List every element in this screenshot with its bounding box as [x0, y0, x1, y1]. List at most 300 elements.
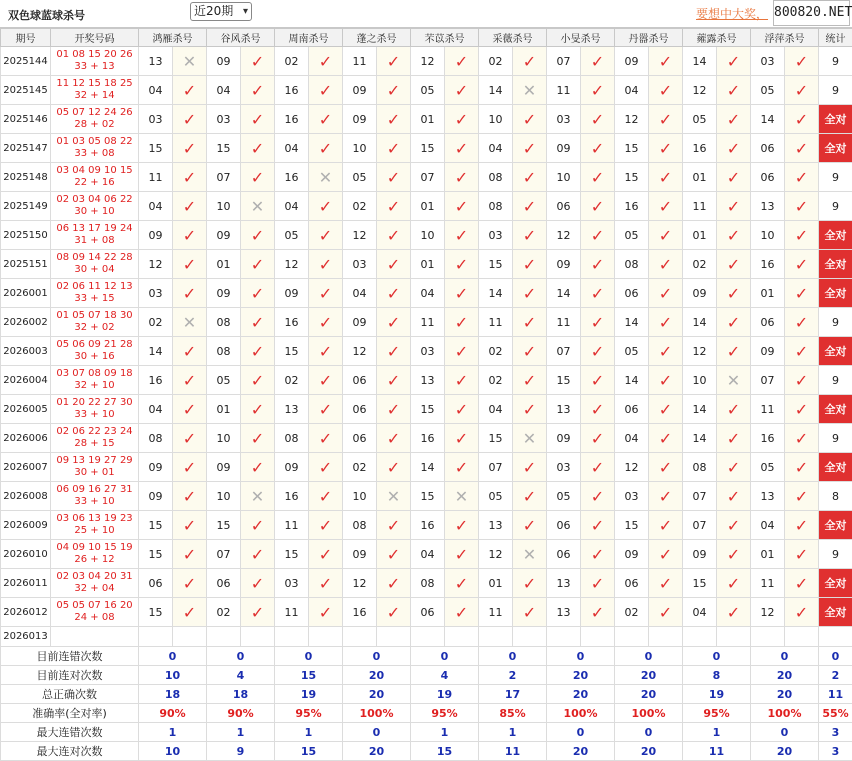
- period-cell: 2026012: [1, 598, 51, 627]
- kill-number-cell: 15: [479, 250, 513, 279]
- kill-number-cell: 01: [411, 250, 445, 279]
- kill-number-cell: 01: [683, 221, 717, 250]
- kill-number-cell: 15: [411, 134, 445, 163]
- draw-numbers-cell: 02 03 04 06 22 30 + 10: [51, 192, 139, 221]
- site-logo[interactable]: 800820.NET: [773, 0, 850, 26]
- check-icon: ✓: [309, 482, 343, 511]
- kill-number-cell: 01: [751, 279, 785, 308]
- summary-value: 95%: [411, 704, 479, 723]
- current-kill-number: 13: [139, 627, 173, 647]
- draw-numbers-cell: 01 08 15 20 26 33 + 13: [51, 47, 139, 76]
- summary-value: 15: [275, 742, 343, 761]
- check-icon: ✓: [513, 279, 547, 308]
- kill-number-cell: 11: [479, 308, 513, 337]
- check-icon: ✓: [377, 453, 411, 482]
- kill-number-cell: 06: [411, 598, 445, 627]
- check-icon: ✓: [309, 105, 343, 134]
- kill-number-cell: 09: [343, 105, 377, 134]
- summary-value: 20: [343, 666, 411, 685]
- summary-value: 95%: [683, 704, 751, 723]
- stat-cell: 9: [819, 366, 852, 395]
- check-icon: ✓: [513, 511, 547, 540]
- kill-number-cell: 05: [411, 76, 445, 105]
- kill-number-cell: 12: [615, 105, 649, 134]
- check-icon: ✓: [649, 105, 683, 134]
- check-icon: ✓: [649, 279, 683, 308]
- kill-number-cell: 03: [275, 569, 309, 598]
- kill-number-cell: 09: [547, 424, 581, 453]
- kill-number-cell: 15: [547, 366, 581, 395]
- summary-value: 0: [751, 723, 819, 742]
- kill-number-cell: 12: [411, 47, 445, 76]
- kill-number-cell: 08: [207, 308, 241, 337]
- empty-cell: [649, 627, 683, 647]
- period-cell: 2026006: [1, 424, 51, 453]
- check-icon: ✓: [241, 134, 275, 163]
- check-icon: ✓: [445, 598, 479, 627]
- kill-number-cell: 11: [683, 192, 717, 221]
- current-kill-number: 16: [275, 627, 309, 647]
- kill-number-cell: 11: [479, 598, 513, 627]
- kill-number-cell: 12: [343, 569, 377, 598]
- stat-cell: 9: [819, 76, 852, 105]
- stat-cell: 9: [819, 540, 852, 569]
- table-header: [1, 29, 852, 47]
- kill-number-cell: 01: [683, 163, 717, 192]
- draw-numbers-cell: 03 06 13 19 23 25 + 10: [51, 511, 139, 540]
- summary-label: 最大连对次数: [1, 742, 139, 761]
- draw-numbers-cell: 03 04 09 10 15 22 + 16: [51, 163, 139, 192]
- kill-number-cell: 16: [411, 511, 445, 540]
- check-icon: ✓: [649, 163, 683, 192]
- cross-icon: ✕: [309, 163, 343, 192]
- kill-number-cell: 16: [275, 76, 309, 105]
- column-header: 开奖号码: [51, 29, 139, 47]
- check-icon: ✓: [309, 221, 343, 250]
- kill-number-cell: 15: [275, 337, 309, 366]
- summary-value: 3: [819, 742, 852, 761]
- check-icon: ✓: [309, 511, 343, 540]
- check-icon: ✓: [173, 221, 207, 250]
- check-icon: ✓: [649, 511, 683, 540]
- cross-icon: ✕: [241, 482, 275, 511]
- summary-value: 55%: [819, 704, 852, 723]
- check-icon: ✓: [173, 453, 207, 482]
- kill-number-cell: 05: [275, 221, 309, 250]
- table-row: [1, 134, 852, 163]
- check-icon: ✓: [785, 134, 819, 163]
- check-icon: ✓: [513, 366, 547, 395]
- kill-number-cell: 06: [343, 395, 377, 424]
- check-icon: ✓: [309, 134, 343, 163]
- check-icon: ✓: [377, 511, 411, 540]
- check-icon: ✓: [581, 221, 615, 250]
- check-icon: ✓: [445, 250, 479, 279]
- draw-numbers-cell: 01 05 07 18 30 32 + 02: [51, 308, 139, 337]
- empty-cell: [717, 627, 751, 647]
- check-icon: ✓: [513, 221, 547, 250]
- check-icon: ✓: [309, 337, 343, 366]
- check-icon: ✓: [581, 453, 615, 482]
- kill-number-cell: 02: [683, 250, 717, 279]
- check-icon: ✓: [717, 337, 751, 366]
- check-icon: ✓: [173, 482, 207, 511]
- check-icon: ✓: [785, 221, 819, 250]
- check-icon: ✓: [785, 163, 819, 192]
- current-kill-number: 07: [479, 627, 513, 647]
- kill-number-cell: 12: [683, 337, 717, 366]
- kill-number-cell: 12: [343, 221, 377, 250]
- kill-number-cell: 01: [751, 540, 785, 569]
- kill-number-cell: 08: [207, 337, 241, 366]
- current-kill-number: 05: [751, 627, 785, 647]
- check-icon: ✓: [785, 598, 819, 627]
- kill-number-cell: 14: [479, 279, 513, 308]
- kill-number-cell: 03: [139, 279, 173, 308]
- check-icon: ✓: [241, 337, 275, 366]
- check-icon: ✓: [445, 337, 479, 366]
- check-icon: ✓: [649, 395, 683, 424]
- kill-number-cell: 07: [411, 163, 445, 192]
- summary-value: 19: [411, 685, 479, 704]
- kill-number-cell: 06: [547, 540, 581, 569]
- check-icon: ✓: [241, 598, 275, 627]
- check-icon: ✓: [581, 366, 615, 395]
- draw-numbers-cell: 02 06 11 12 13 33 + 15: [51, 279, 139, 308]
- kill-number-cell: 05: [547, 482, 581, 511]
- period-cell: 2025145: [1, 76, 51, 105]
- summary-value: 20: [615, 666, 683, 685]
- kill-number-cell: 08: [343, 511, 377, 540]
- kill-number-cell: 12: [139, 250, 173, 279]
- draw-numbers-cell: 08 09 14 22 28 30 + 04: [51, 250, 139, 279]
- table-row: [1, 424, 852, 453]
- summary-value: 0: [207, 647, 275, 666]
- kill-number-cell: 04: [479, 134, 513, 163]
- check-icon: ✓: [513, 47, 547, 76]
- check-icon: ✓: [445, 105, 479, 134]
- kill-number-cell: 14: [683, 395, 717, 424]
- kill-number-cell: 16: [615, 192, 649, 221]
- kill-number-cell: 13: [547, 569, 581, 598]
- check-icon: ✓: [513, 482, 547, 511]
- kill-number-cell: 13: [751, 482, 785, 511]
- period-cell: 2026001: [1, 279, 51, 308]
- check-icon: ✓: [785, 192, 819, 221]
- kill-number-cell: 09: [343, 76, 377, 105]
- check-icon: ✓: [513, 337, 547, 366]
- kill-number-cell: 03: [751, 47, 785, 76]
- kill-number-cell: 01: [411, 105, 445, 134]
- table-row: [1, 569, 852, 598]
- check-icon: ✓: [513, 250, 547, 279]
- check-icon: ✓: [173, 366, 207, 395]
- kill-number-table: [0, 28, 852, 761]
- period-cell: 2026008: [1, 482, 51, 511]
- kill-number-cell: 07: [751, 366, 785, 395]
- draw-numbers-cell: 11 12 15 18 25 32 + 14: [51, 76, 139, 105]
- kill-number-cell: 09: [547, 250, 581, 279]
- period-cell: 2025146: [1, 105, 51, 134]
- table-row: [1, 540, 852, 569]
- check-icon: ✓: [241, 453, 275, 482]
- summary-value: 11: [683, 742, 751, 761]
- stat-cell: 8: [819, 482, 852, 511]
- kill-number-cell: 04: [411, 540, 445, 569]
- column-header: 统计: [819, 29, 852, 47]
- kill-number-cell: 14: [751, 105, 785, 134]
- empty-cell: [173, 627, 207, 647]
- kill-number-cell: 06: [343, 424, 377, 453]
- current-period-row: [1, 627, 852, 647]
- kill-number-cell: 07: [207, 540, 241, 569]
- empty-cell: [513, 627, 547, 647]
- check-icon: ✓: [445, 569, 479, 598]
- kill-number-cell: 10: [751, 221, 785, 250]
- table-row: [1, 250, 852, 279]
- check-icon: ✓: [649, 308, 683, 337]
- promo-link[interactable]: 要想中大奖，: [696, 5, 768, 22]
- kill-number-cell: 07: [683, 482, 717, 511]
- check-icon: ✓: [649, 540, 683, 569]
- stat-cell: 全对: [819, 105, 852, 134]
- check-icon: ✓: [309, 424, 343, 453]
- summary-value: 100%: [615, 704, 683, 723]
- summary-value: 0: [751, 647, 819, 666]
- check-icon: ✓: [717, 221, 751, 250]
- summary-value: 0: [343, 723, 411, 742]
- check-icon: ✓: [309, 569, 343, 598]
- summary-value: 15: [411, 742, 479, 761]
- kill-number-cell: 09: [683, 540, 717, 569]
- kill-number-cell: 14: [411, 453, 445, 482]
- kill-number-cell: 16: [683, 134, 717, 163]
- kill-number-cell: 09: [207, 221, 241, 250]
- summary-value: 18: [207, 685, 275, 704]
- check-icon: ✓: [581, 279, 615, 308]
- kill-number-cell: 04: [751, 511, 785, 540]
- check-icon: ✓: [513, 569, 547, 598]
- kill-number-cell: 11: [275, 598, 309, 627]
- check-icon: ✓: [785, 308, 819, 337]
- kill-number-cell: 10: [547, 163, 581, 192]
- draw-numbers-cell: 09 13 19 27 29 30 + 01: [51, 453, 139, 482]
- kill-number-cell: 16: [343, 598, 377, 627]
- check-icon: ✓: [717, 163, 751, 192]
- check-icon: ✓: [581, 511, 615, 540]
- summary-value: 1: [139, 723, 207, 742]
- check-icon: ✓: [173, 424, 207, 453]
- period-select[interactable]: [190, 2, 252, 21]
- summary-value: 18: [139, 685, 207, 704]
- kill-number-cell: 10: [207, 192, 241, 221]
- check-icon: ✓: [173, 337, 207, 366]
- summary-value: 4: [411, 666, 479, 685]
- check-icon: ✓: [649, 424, 683, 453]
- kill-number-cell: 15: [139, 511, 173, 540]
- page-title: 双色球蓝球杀号: [8, 7, 85, 23]
- draw-numbers-cell: 06 09 16 27 31 33 + 10: [51, 482, 139, 511]
- check-icon: ✓: [785, 511, 819, 540]
- check-icon: ✓: [785, 337, 819, 366]
- kill-number-cell: 09: [207, 279, 241, 308]
- check-icon: ✓: [785, 47, 819, 76]
- summary-value: 0: [683, 647, 751, 666]
- check-icon: ✓: [377, 569, 411, 598]
- check-icon: ✓: [581, 424, 615, 453]
- check-icon: ✓: [445, 47, 479, 76]
- summary-value: 85%: [479, 704, 547, 723]
- check-icon: ✓: [785, 482, 819, 511]
- check-icon: ✓: [581, 192, 615, 221]
- kill-number-cell: 11: [139, 163, 173, 192]
- check-icon: ✓: [717, 134, 751, 163]
- check-icon: ✓: [173, 511, 207, 540]
- kill-number-cell: 16: [275, 105, 309, 134]
- kill-number-cell: 02: [139, 308, 173, 337]
- check-icon: ✓: [445, 76, 479, 105]
- kill-number-cell: 11: [751, 395, 785, 424]
- summary-value: 0: [547, 723, 615, 742]
- summary-value: 20: [615, 742, 683, 761]
- kill-number-cell: 02: [343, 453, 377, 482]
- cross-icon: ✕: [377, 482, 411, 511]
- stat-cell: 9: [819, 308, 852, 337]
- summary-value: 20: [751, 685, 819, 704]
- current-kill-number: 06: [207, 627, 241, 647]
- period-cell: 2026009: [1, 511, 51, 540]
- kill-number-cell: 10: [207, 482, 241, 511]
- check-icon: ✓: [173, 192, 207, 221]
- kill-number-cell: 15: [479, 424, 513, 453]
- stat-cell: 全对: [819, 337, 852, 366]
- summary-label: 目前连错次数: [1, 647, 139, 666]
- summary-value: 1: [411, 723, 479, 742]
- period-select-value: 近20期: [194, 4, 233, 18]
- check-icon: ✓: [309, 540, 343, 569]
- kill-number-cell: 13: [479, 511, 513, 540]
- kill-number-cell: 04: [683, 598, 717, 627]
- check-icon: ✓: [377, 76, 411, 105]
- current-kill-number: 07: [683, 627, 717, 647]
- summary-label: 最大连错次数: [1, 723, 139, 742]
- kill-number-cell: 06: [139, 569, 173, 598]
- summary-row: [1, 666, 852, 685]
- kill-number-cell: 06: [751, 163, 785, 192]
- check-icon: ✓: [309, 308, 343, 337]
- check-icon: ✓: [785, 105, 819, 134]
- check-icon: ✓: [309, 250, 343, 279]
- table-row: [1, 511, 852, 540]
- kill-number-cell: 16: [275, 482, 309, 511]
- kill-number-cell: 05: [615, 221, 649, 250]
- kill-number-cell: 04: [615, 424, 649, 453]
- check-icon: ✓: [241, 163, 275, 192]
- check-icon: ✓: [581, 76, 615, 105]
- summary-value: 3: [819, 723, 852, 742]
- kill-number-cell: 11: [343, 47, 377, 76]
- kill-number-cell: 15: [615, 134, 649, 163]
- check-icon: ✓: [173, 598, 207, 627]
- stat-cell: 全对: [819, 511, 852, 540]
- check-icon: ✓: [241, 366, 275, 395]
- check-icon: ✓: [241, 308, 275, 337]
- kill-number-cell: 13: [139, 47, 173, 76]
- current-kill-number: 11: [343, 627, 377, 647]
- period-cell: 2025144: [1, 47, 51, 76]
- period-cell: 2026007: [1, 453, 51, 482]
- summary-row: [1, 647, 852, 666]
- empty-cell: [309, 627, 343, 647]
- summary-value: 20: [751, 742, 819, 761]
- check-icon: ✓: [785, 453, 819, 482]
- check-icon: ✓: [309, 47, 343, 76]
- kill-number-cell: 15: [275, 540, 309, 569]
- table-row: [1, 279, 852, 308]
- kill-number-cell: 07: [683, 511, 717, 540]
- kill-number-cell: 16: [139, 366, 173, 395]
- kill-number-cell: 10: [479, 105, 513, 134]
- draw-numbers-cell: 01 20 22 27 30 33 + 10: [51, 395, 139, 424]
- kill-number-cell: 03: [411, 337, 445, 366]
- kill-number-cell: 13: [411, 366, 445, 395]
- cross-icon: ✕: [717, 366, 751, 395]
- kill-number-cell: 02: [343, 192, 377, 221]
- kill-number-cell: 12: [751, 598, 785, 627]
- kill-number-cell: 14: [547, 279, 581, 308]
- kill-number-cell: 02: [479, 47, 513, 76]
- check-icon: ✓: [173, 569, 207, 598]
- summary-value: 1: [479, 723, 547, 742]
- table-row: [1, 76, 852, 105]
- check-icon: ✓: [309, 395, 343, 424]
- summary-value: 19: [683, 685, 751, 704]
- check-icon: ✓: [717, 279, 751, 308]
- kill-number-cell: 15: [683, 569, 717, 598]
- check-icon: ✓: [241, 76, 275, 105]
- kill-number-cell: 08: [139, 424, 173, 453]
- kill-number-cell: 01: [207, 250, 241, 279]
- summary-value: 100%: [547, 704, 615, 723]
- chevron-down-icon: ▾: [243, 3, 248, 20]
- check-icon: ✓: [649, 569, 683, 598]
- kill-number-cell: 16: [411, 424, 445, 453]
- check-icon: ✓: [717, 511, 751, 540]
- column-header: 周南杀号: [275, 29, 343, 47]
- check-icon: ✓: [241, 279, 275, 308]
- summary-value: 10: [139, 666, 207, 685]
- check-icon: ✓: [581, 395, 615, 424]
- check-icon: ✓: [649, 134, 683, 163]
- kill-number-cell: 01: [479, 569, 513, 598]
- kill-number-cell: 04: [139, 395, 173, 424]
- column-header: 期号: [1, 29, 51, 47]
- summary-value: 0: [615, 723, 683, 742]
- check-icon: ✓: [309, 76, 343, 105]
- table-row: [1, 221, 852, 250]
- kill-number-cell: 14: [683, 308, 717, 337]
- column-header: 谷风杀号: [207, 29, 275, 47]
- check-icon: ✓: [445, 221, 479, 250]
- kill-number-cell: 13: [547, 598, 581, 627]
- kill-number-cell: 10: [411, 221, 445, 250]
- check-icon: ✓: [649, 482, 683, 511]
- cross-icon: ✕: [513, 424, 547, 453]
- summary-value: 20: [547, 666, 615, 685]
- kill-number-cell: 03: [547, 453, 581, 482]
- check-icon: ✓: [785, 279, 819, 308]
- check-icon: ✓: [173, 279, 207, 308]
